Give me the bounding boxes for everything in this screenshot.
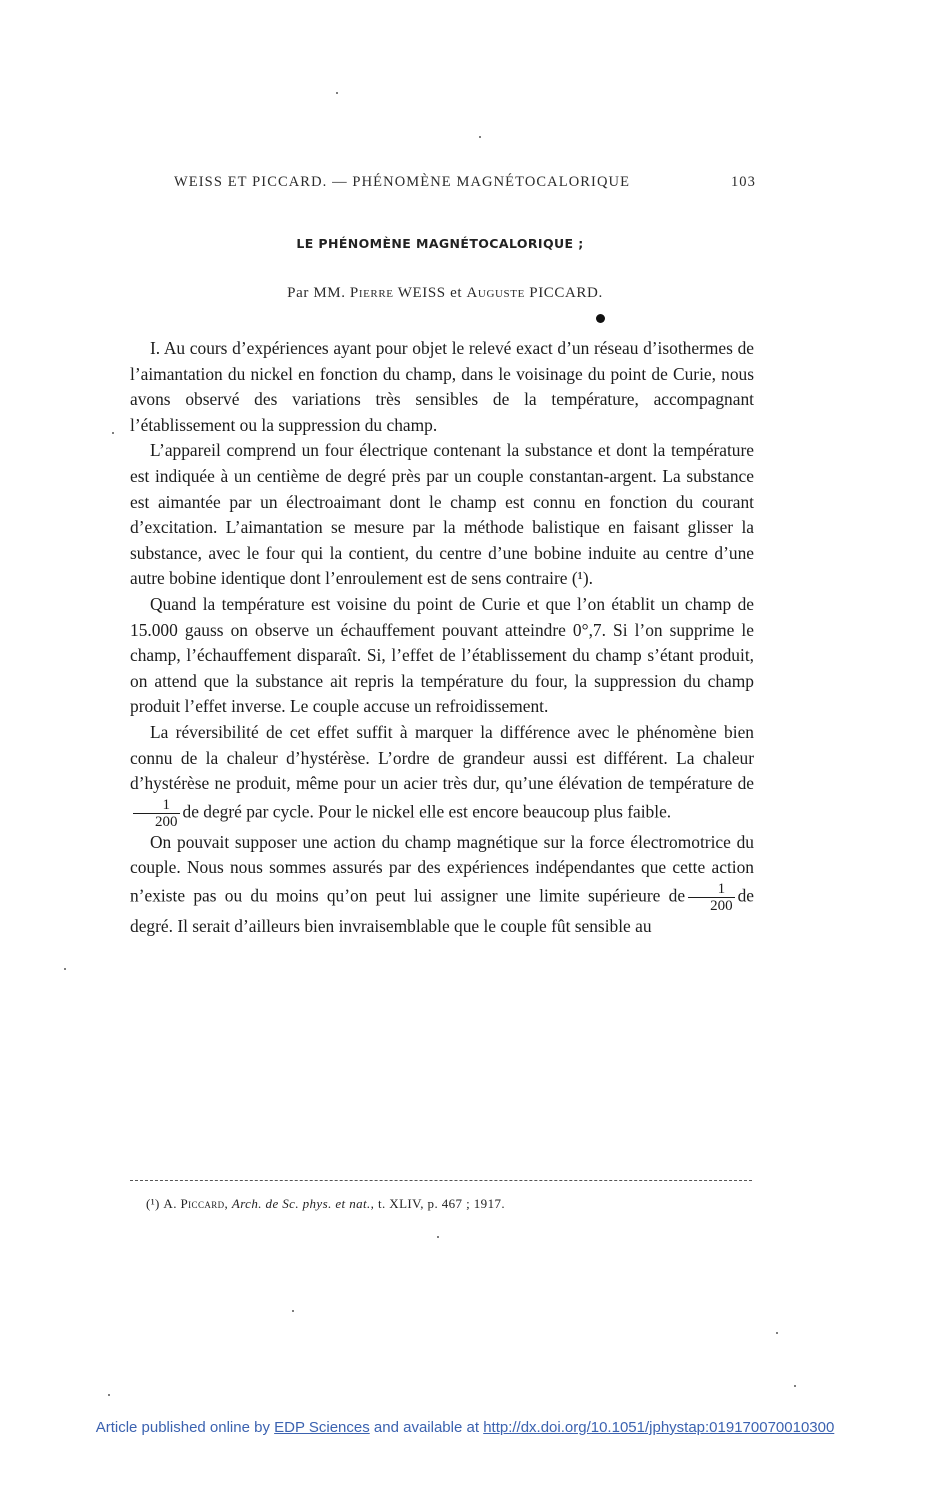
scan-speck [64, 968, 66, 970]
footnote-marker: (¹) [146, 1196, 160, 1211]
paragraph-4 [130, 720, 754, 830]
scan-speck [108, 1394, 110, 1396]
paragraph-2 [130, 438, 754, 592]
footnote-reference: t. XLIV, p. 467 ; 1917. [377, 1196, 506, 1211]
publisher-link[interactable]: EDP Sciences [274, 1419, 370, 1436]
footnote-ref: (¹). [571, 568, 594, 589]
paragraph-5-text-b: de degré. Il serait d’ailleurs bien invraisemblable que le couple fût sensible au [130, 885, 754, 936]
fraction-denominator: 200 [155, 813, 178, 830]
running-head [174, 174, 756, 191]
publication-banner [0, 1419, 930, 1436]
page-number: 103 [730, 174, 756, 190]
fraction-numerator: 1 [133, 797, 180, 814]
author2-first-name: Auguste [466, 285, 525, 301]
paragraph-3: Quand la température est voisine du point de Curie et que l’on établit un champ de 15.000 gauss on observe un échauffement pouvant atteindre 0°,7. Si l’on supprime le champ, l’échauffement disparaît. Si, l’effet de l’établissement du champ s’étant produit, on attend que la substance ait repris la température du four, la suppression du champ produit l’effet inverse. Le couple accuse un refroidissement. [130, 593, 754, 717]
footnote-rule [130, 1180, 752, 1181]
ink-dot [596, 314, 605, 323]
scan-speck [292, 1310, 294, 1312]
byline [0, 285, 890, 302]
scan-speck [336, 92, 338, 94]
fraction-denominator: 200 [710, 897, 733, 914]
author1-last-name: WEISS [397, 285, 446, 301]
footnote [146, 1196, 505, 1212]
scan-speck [112, 432, 114, 434]
banner-middle: and available at [373, 1419, 480, 1436]
byline-prefix: Par MM. [287, 285, 346, 301]
paragraph-1: I. Au cours d’expériences ayant pour objet le relevé exact d’un réseau d’isothermes de l’aimantation du nickel en fonction du champ, dans le voisinage du point de Curie, nous avons observé des variations très sensibles de la température, accompagnant l’établissement ou la suppression du champ. [130, 338, 754, 435]
scan-speck [794, 1385, 796, 1387]
scan-speck [776, 1332, 778, 1334]
paragraph-2-text: L’appareil comprend un four électrique contenant la substance et dont la température est indiquée à un centième de degré près par un couple constantan-argent. La substance est aimantée par un électroaimant dont le champ est connu en fonction du courant d’excitation. L’aimantation se mesure par la méthode balistique en faisant glisser la substance, avec le four qui la contient, du centre d’une bobine induite au centre d’une autre bobine identique dont l’enroulement est de sens contraire [130, 440, 754, 589]
paragraph-5-text-a: On pouvait supposer une action du champ magnétique sur la force électromotrice du couple. Nous nous sommes assurés par des expériences indépendantes que cette action n’existe pas ou du moins qu’on peut lui assigner une limite supérieure de [130, 831, 754, 906]
article-title: LE PHÉNOMÈNE MAGNÉTOCALORIQUE ; [296, 236, 584, 251]
fraction-1-200-second [688, 881, 735, 914]
fraction-numerator: 1 [688, 881, 735, 898]
paragraph-5 [130, 830, 754, 940]
doi-link[interactable]: http://dx.doi.org/10.1051/jphystap:019170070010300 [483, 1419, 835, 1436]
fraction-1-200 [133, 797, 180, 830]
scan-speck [437, 1236, 439, 1238]
paragraph-4-text-a: La réversibilité de cet effet suffit à marquer la différence avec le phénomène bien connu de la chaleur d’hystérèse. L’ordre de grandeur aussi est différent. La chaleur d’hystérèse ne produit, même pour un acier très dur, qu’une élévation de température de [130, 721, 754, 794]
author2-last-name: PICCARD. [529, 285, 603, 301]
footnote-author: A. Piccard, [163, 1196, 229, 1211]
author1-first-name: Pierre [349, 285, 394, 301]
running-head-title: WEISS ET PICCARD. — PHÉNOMÈNE MAGNÉTOCALORIQUE [174, 174, 631, 190]
article-body [130, 336, 754, 939]
paragraph-4-text-b: de degré par cycle. Pour le nickel elle est encore beaucoup plus faible. [182, 801, 672, 822]
byline-conjunction: et [450, 285, 463, 301]
banner-prefix: Article published online by [95, 1419, 270, 1436]
scan-speck [479, 136, 481, 138]
footnote-journal: Arch. de Sc. phys. et nat., [231, 1196, 375, 1211]
